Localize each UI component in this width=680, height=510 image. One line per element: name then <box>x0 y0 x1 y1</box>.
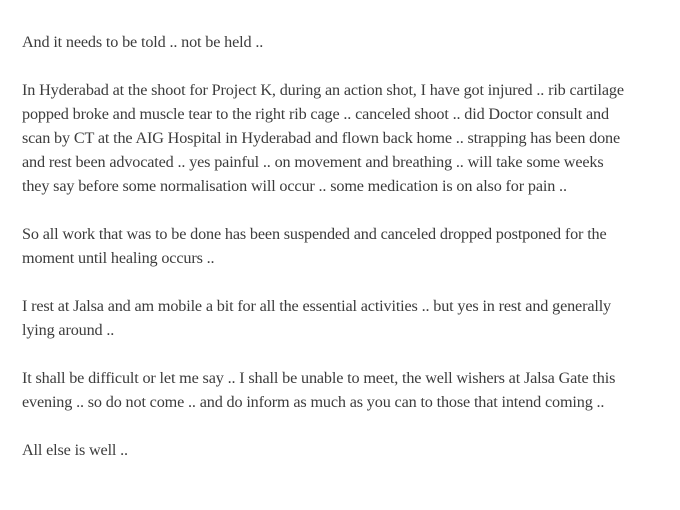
text-line: scan by CT at the AIG Hospital in Hyderabad and flown back home .. strapping has been done <box>22 129 621 147</box>
text-line: popped broke and muscle tear to the right rib cage .. canceled shoot .. did Doctor consult and <box>22 105 609 123</box>
paragraph-closing <box>22 438 660 462</box>
text-line: evening .. so do not come .. and do inform as much as you can to those that intend coming .. <box>22 393 605 411</box>
paragraph-injury-details <box>22 78 660 198</box>
text-line: And it needs to be told .. not be held .. <box>22 33 264 51</box>
paragraph-work-suspended <box>22 222 660 270</box>
text-line: they say before some normalisation will occur .. some medication is on also for pain .. <box>22 177 567 195</box>
text-line: It shall be difficult or let me say .. I shall be unable to meet, the well wishers at Jalsa Gate this <box>22 369 616 387</box>
paragraph-opening <box>22 30 660 54</box>
text-line: I rest at Jalsa and am mobile a bit for all the essential activities .. but yes in rest and generally <box>22 297 611 315</box>
paragraph-unable-to-meet <box>22 366 660 414</box>
text-line: lying around .. <box>22 321 115 339</box>
text-line: moment until healing occurs .. <box>22 249 215 267</box>
paragraph-rest-at-jalsa <box>22 294 660 342</box>
text-line: and rest been advocated .. yes painful .. on movement and breathing .. will take some weeks <box>22 153 604 171</box>
text-line: So all work that was to be done has been suspended and canceled dropped postponed for the <box>22 225 607 243</box>
text-line: In Hyderabad at the shoot for Project K, during an action shot, I have got injured .. rib cartilage <box>22 81 624 99</box>
text-line: All else is well .. <box>22 441 128 459</box>
